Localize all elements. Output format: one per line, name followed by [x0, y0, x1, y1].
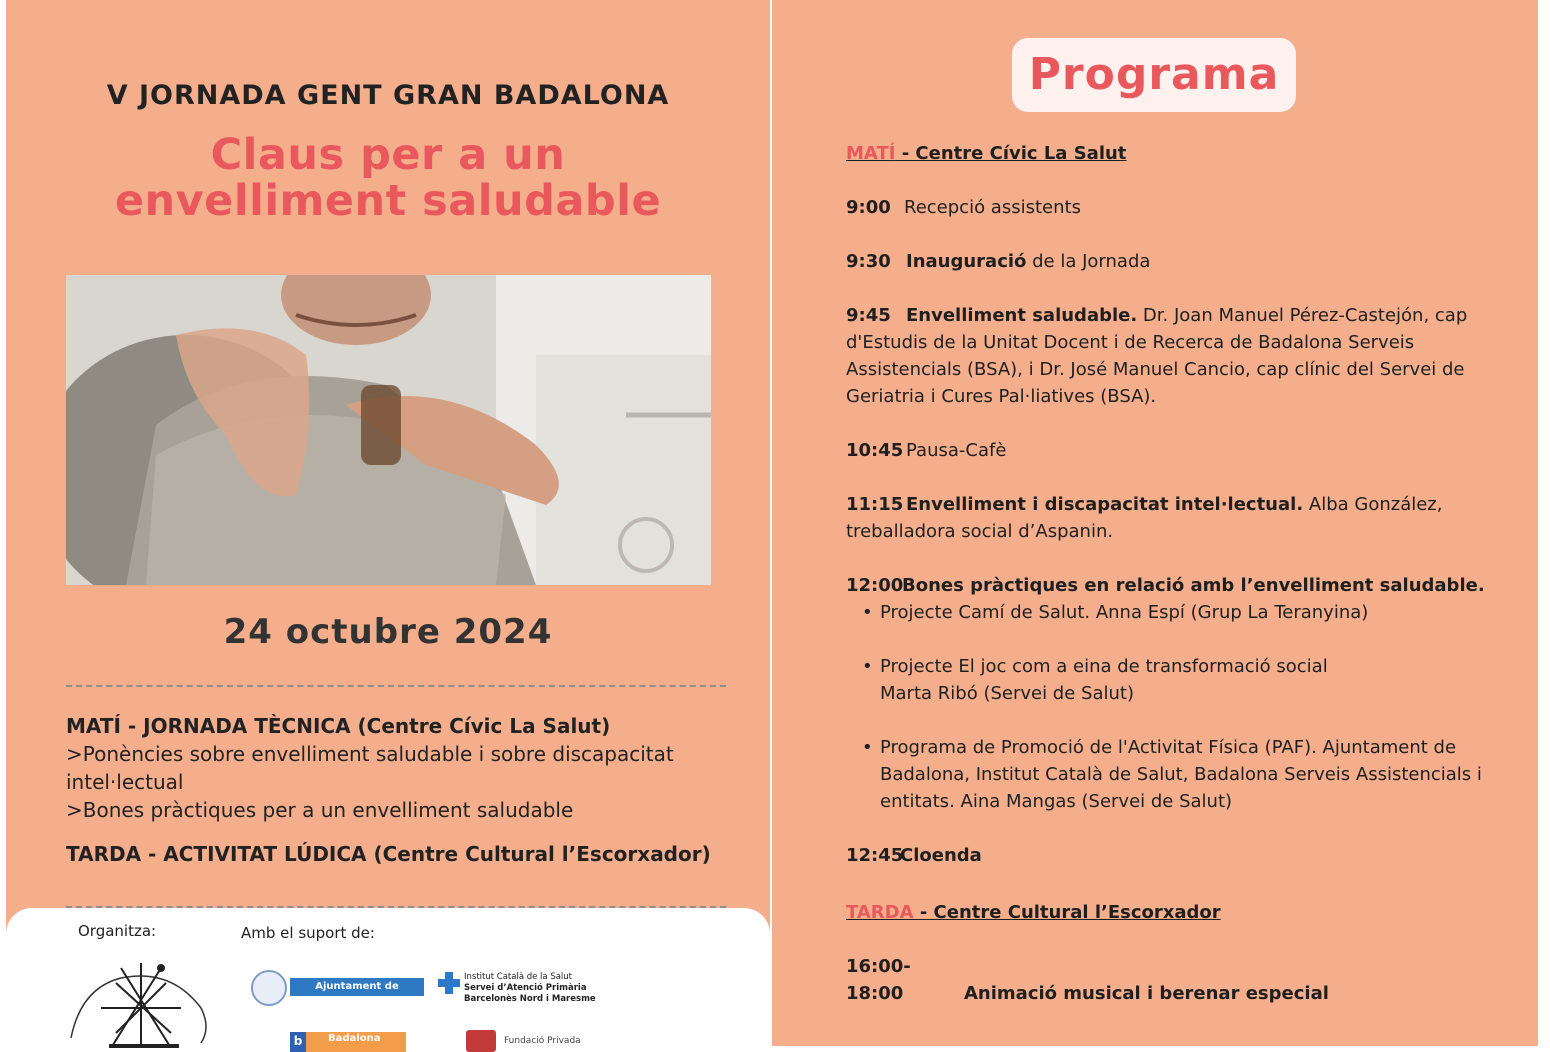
fundacio-logo-text: Fundació Privada: [504, 1036, 581, 1046]
event-title: V JORNADA GENT GRAN BADALONA: [106, 80, 670, 111]
schedule-item: [846, 842, 1496, 869]
right-edge: [1538, 0, 1550, 1046]
tarda-session-heading: [846, 899, 1496, 926]
ajuntament-seal-icon: [251, 970, 287, 1006]
description: Alba González, treballadora social d’Aspanin.: [846, 494, 1443, 542]
time: 16:00-18:00: [846, 956, 911, 1004]
tarda-part-label: TARDA: [846, 902, 914, 923]
headline: [6, 132, 770, 224]
ics-logo-text: [464, 972, 596, 1005]
description: Pausa-Cafè: [906, 440, 1007, 461]
list-item: • Programa de Promoció de l'Activitat Física (PAF). Ajuntament de Badalona, Institut Català de Salut, Badalona Serveis Assistencials i entitats. Aina Mangas (Servei de Salut): [856, 734, 1496, 815]
fundacio-logo-icon: [466, 1030, 496, 1052]
mati-item-2: >Bones pràctiques per a un envelliment saludable: [66, 798, 574, 822]
programa-badge: Programa: [1012, 38, 1296, 112]
time: 10:45: [846, 440, 904, 461]
description: Dr. Joan Manuel Pérez-Castejón, cap d'Estudis de la Unitat Docent i de Recerca de Badalona Serveis Assistencials (BSA), i Dr. José Manuel Cancio, cap clínic del Servei de Geriatria i Cures Pal·liatives (BSA).: [846, 305, 1468, 407]
schedule-item: [846, 194, 1496, 221]
description: de la Jornada: [1026, 251, 1151, 272]
description: Cloenda: [900, 845, 982, 866]
photo-illustration: [66, 275, 711, 585]
time: 11:15: [846, 494, 904, 515]
schedule-item: [846, 953, 1496, 1007]
headline-line-1: Claus per a un: [210, 130, 566, 180]
organitza-label: Organitza:: [78, 922, 157, 940]
schedule-item: [846, 572, 1496, 599]
tarda-heading: TARDA - ACTIVITAT LÚDICA (Centre Cultural l’Escorxador): [66, 842, 711, 866]
description: Animació musical i berenar especial: [964, 983, 1329, 1004]
schedule-item: [846, 437, 1496, 464]
bsa-b-icon: b: [290, 1032, 306, 1052]
mati-item-1: >Ponències sobre envelliment saludable i sobre discapacitat intel·lectual: [66, 742, 674, 794]
mati-place: - Centre Cívic La Salut: [895, 143, 1127, 164]
headline-line-2: envelliment saludable: [114, 176, 662, 226]
time: 9:45: [846, 305, 891, 326]
mati-part-label: MATÍ: [846, 143, 896, 164]
good-practices-list: [846, 599, 1496, 815]
programme-panel: [772, 0, 1538, 1046]
schedule: [846, 140, 1496, 1007]
ajuntament-logo: Ajuntament de Badalona: [290, 978, 424, 996]
schedule-item: [846, 248, 1496, 275]
support-label: Amb el suport de:: [241, 924, 375, 942]
description: Recepció assistents: [904, 197, 1081, 218]
description-bold: Envelliment saludable.: [906, 305, 1138, 326]
list-item-line-2: Marta Ribó (Servei de Salut): [880, 683, 1134, 704]
time: 9:00: [846, 197, 891, 218]
schedule-item: [846, 302, 1496, 410]
bsa-logo-text: Badalona: [328, 1033, 381, 1044]
description-bold: Envelliment i discapacitat intel·lectual.: [906, 494, 1304, 515]
sponsors-footer: [6, 908, 770, 1048]
ics-line-3: Barcelonès Nord i Maresme: [464, 994, 596, 1004]
description-bold: Inauguració: [906, 251, 1027, 272]
list-item: [856, 653, 1496, 707]
organizer-logo-icon: [61, 938, 221, 1048]
list-item-line-1: Projecte El joc com a eina de transformació social: [880, 656, 1328, 677]
summary: [66, 712, 746, 868]
bsa-logo: [290, 1032, 406, 1052]
mati-heading: MATÍ - JORNADA TÈCNICA (Centre Cívic La Salut): [66, 714, 611, 738]
event-date: 24 octubre 2024: [223, 612, 553, 652]
dashed-divider: [66, 685, 726, 687]
ics-line-1: Institut Català de la Salut: [464, 972, 573, 982]
ics-line-2: Servei d’Atenció Primària: [464, 983, 587, 993]
elderly-woman-dancing-photo: [66, 275, 711, 585]
schedule-item: [846, 491, 1496, 545]
health-cross-icon: [438, 972, 460, 994]
time: 12:00: [846, 575, 904, 596]
poster-left-panel: [6, 0, 770, 1046]
time: 12:45: [846, 845, 904, 866]
description-bold: Bones pràctiques en relació amb l’envelliment saludable.: [902, 575, 1485, 596]
tarda-place: - Centre Cultural l’Escorxador: [913, 902, 1221, 923]
mati-session-heading: [846, 140, 1496, 167]
list-item: • Projecte Camí de Salut. Anna Espí (Grup La Teranyina): [856, 599, 1496, 626]
time: 9:30: [846, 251, 891, 272]
